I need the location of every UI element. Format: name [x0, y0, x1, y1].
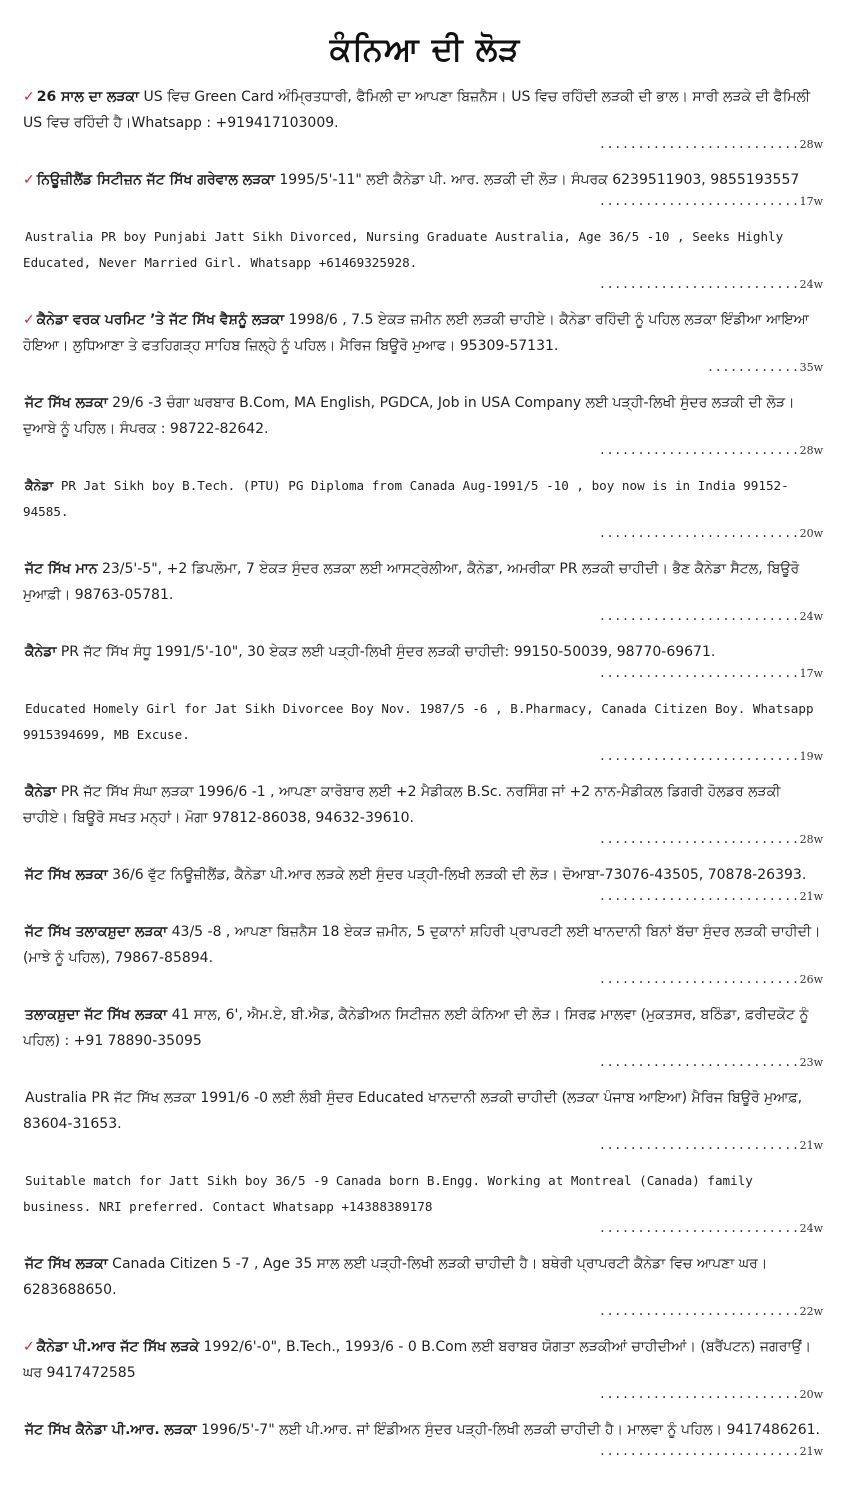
classified-ad	[23, 390, 823, 473]
ad-code-line	[23, 746, 823, 767]
ad-text	[23, 224, 823, 276]
ad-code-line	[23, 1441, 823, 1462]
classified-ad	[23, 1417, 823, 1474]
ad-lead: 26 ਸਾਲ ਦਾ ਲੜਕਾ	[36, 89, 140, 105]
classified-ad	[23, 1168, 823, 1251]
ad-lead: ਕੈਨੇਡਾ ਵਰਕ ਪਰਮਿਟ ’ਤੇ ਜੱਟ ਸਿੱਖ ਵੈਸ਼ਨੂੰ ਲੜਕਾ	[36, 312, 285, 328]
ad-lead: ਜੱਟ ਸਿੱਖ ਕੈਨੇਡਾ ਪੀ.ਆਰ. ਲੜਕਾ	[25, 1422, 197, 1438]
ad-body: PR ਜੱਟ ਸਿੱਖ ਸੰਘਾ ਲੜਕਾ 1996/6 -1 , ਆਪਣਾ ਕਾਰੋਬਾਰ ਲਈ +2 ਮੈਡੀਕਲ B.Sc. ਨਰਸਿੰਗ ਜਾਂ +2 ਨਾਨ-ਮੈਡੀਕਲ ਡਿਗਰੀ ਹੋਲਡਰ ਲੜਕੀ ਚਾਹੀਏ। ਬਿਊਰੋ ਸਖਤ ਮਨ੍ਹਾਂ। ਮੋਗਾ 97812-86038, 94632-39610.	[23, 784, 781, 826]
ad-body: Australia PR boy Punjabi Jatt Sikh Divorced, Nursing Graduate Australia, Age 36/5 -10 , Seeks Highly Educated, Never Married Girl. Whatsapp +61469325928.	[23, 229, 784, 270]
leader-dots: ..........................	[598, 1304, 800, 1318]
ad-code: 24w	[799, 610, 823, 623]
ad-body: 1998/6 , 7.5 ਏਕੜ ਜ਼ਮੀਨ ਲਈ ਲੜਕੀ ਚਾਹੀਏ। ਕੈਨੇਡਾ ਰਹਿੰਦੀ ਨੂੰ ਪਹਿਲ ਲੜਕਾ ਇੰਡੀਆ ਆਇਆ ਹੋਇਆ। ਲੁਧਿਆਣਾ ਤੇ ਫਤਹਿਗੜ੍ਹ ਸਾਹਿਬ ਜ਼ਿਲ੍ਹੇ ਨੂੰ ਪਹਿਲ। ਮੈਰਿਜ ਬਿਊਰੋ ਮੁਆਫ। 95309-57131.	[23, 312, 809, 354]
ad-code-line	[23, 1052, 823, 1073]
ad-lead: ਕੈਨੇਡਾ	[25, 478, 54, 493]
ad-body: 1996/5'-7" ਲਈ ਪੀ.ਆਰ. ਜਾਂ ਇੰਡੀਅਨ ਸੁੰਦਰ ਪੜ੍ਹੀ-ਲਿਖੀ ਲੜਕੀ ਚਾਹੀਦੀ ਹੈ। ਮਾਲਵਾ ਨੂੰ ਪਹਿਲ। 9417486261.	[196, 1422, 820, 1438]
classified-ad	[23, 919, 823, 1002]
ad-body: PR ਜੱਟ ਸਿੱਖ ਸੰਧੂ 1991/5'-10", 30 ਏਕੜ ਲਈ ਪੜ੍ਹੀ-ਲਿਖੀ ਸੁੰਦਰ ਲੜਕੀ ਚਾਹੀਦੀ: 99150-50039, 98770-69671.	[56, 644, 716, 660]
ad-body: US ਵਿਚ Green Card ਅੰਮ੍ਰਿਤਧਾਰੀ, ਫੈਮਿਲੀ ਦਾ ਆਪਣਾ ਬਿਜ਼ਨੈਸ। US ਵਿਚ ਰਹਿੰਦੀ ਲੜਕੀ ਦੀ ਭਾਲ। ਸਾਰੀ ਲੜਕੇ ਦੀ ਫੈਮਿਲੀ US ਵਿਚ ਰਹਿੰਦੀ ਹੈ।Whatsapp : +919417103009.	[23, 89, 811, 131]
ad-code: 19w	[799, 750, 823, 763]
ad-body: Educated Homely Girl for Jat Sikh Divorcee Boy Nov. 1987/5 -6 , B.Pharmacy, Canada Citizen Boy. Whatsapp 9915394699, MB Excuse.	[23, 701, 814, 742]
ad-text	[23, 1085, 823, 1137]
ad-body: 23/5'-5", +2 ਡਿਪਲੋਮਾ, 7 ਏਕੜ ਸੁੰਦਰ ਲੜਕਾ ਲਈ ਆਸਟ੍ਰੇਲੀਆ, ਕੈਨੇਡਾ, ਅਮਰੀਕਾ PR ਲੜਕੀ ਚਾਹੀਦੀ। ਭੈਣ ਕੈਨੇਡਾ ਸੈਟਲ, ਬਿਊਰੋ ਮੁਆਫ਼ੀ। 98763-05781.	[23, 561, 800, 603]
ad-text	[23, 1334, 823, 1386]
ad-body: PR Jat Sikh boy B.Tech. (PTU) PG Diploma from Canada Aug-1991/5 -10 , boy now is in India 99152-94585.	[23, 478, 789, 519]
leader-dots: ..........................	[598, 137, 800, 151]
ad-code: 21w	[799, 890, 823, 903]
ad-body: 43/5 -8 , ਆਪਣਾ ਬਿਜ਼ਨੈਸ 18 ਏਕੜ ਜ਼ਮੀਨ, 5 ਦੁਕਾਨਾਂ ਸ਼ਹਿਰੀ ਪ੍ਰਾਪਰਟੀ ਲਈ ਖਾਨਦਾਨੀ ਬਿਨਾਂ ਬੱਚਾ ਸੁੰਦਰ ਲੜਕੀ ਚਾਹੀਦੀ।(ਮਾਝੇ ਨੂੰ ਪਹਿਲ), 79867-85894.	[23, 924, 821, 966]
leader-dots: ..........................	[598, 889, 800, 903]
checkmark-icon: ✓	[23, 172, 35, 188]
ad-body: Suitable match for Jatt Sikh boy 36/5 -9 Canada born B.Engg. Working at Montreal (Canada) family business. NRI preferred. Contact Whatsapp +14388389178	[23, 1173, 753, 1214]
ad-code-line	[23, 357, 823, 378]
ad-body: 29/6 -3 ਚੰਗਾ ਘਰਬਾਰ B.Com, MA English, PGDCA, Job in USA Company ਲਈ ਪੜ੍ਹੀ-ਲਿਖੀ ਸੁੰਦਰ ਲੜਕੀ ਦੀ ਲੋੜ। ਦੁਆਬੇ ਨੂੰ ਪਹਿਲ। ਸੰਪਰਕ : 98722-82642.	[23, 395, 795, 437]
ad-code: 28w	[799, 138, 823, 151]
ad-body: Canada Citizen 5 -7 , Age 35 ਸਾਲ ਲਈ ਪੜ੍ਹੀ-ਲਿਖੀ ਲੜਕੀ ਚਾਹੀਦੀ ਹੈ। ਬਥੇਰੀ ਪ੍ਰਾਪਰਟੀ ਕੈਨੇਡਾ ਵਿਚ ਆਪਣਾ ਘਰ। 6283688650.	[23, 1256, 768, 1298]
classified-ad	[23, 167, 823, 224]
checkmark-icon: ✓	[23, 1339, 35, 1355]
ad-lead: ਜੱਟ ਸਿੱਖ ਲੜਕਾ	[25, 395, 108, 411]
ad-code: 24w	[799, 278, 823, 291]
ad-text	[23, 1002, 823, 1054]
ad-text	[23, 862, 823, 888]
leader-dots: ..........................	[598, 1387, 800, 1401]
classified-ad	[23, 1002, 823, 1085]
leader-dots: ..........................	[598, 972, 800, 986]
leader-dots: ..........................	[598, 1221, 800, 1235]
ad-code: 28w	[799, 833, 823, 846]
classified-ads-list	[23, 84, 823, 1474]
ad-lead: ਤਲਾਕਸ਼ੁਦਾ ਜੱਟ ਸਿੱਖ ਲੜਕਾ	[25, 1007, 168, 1023]
ad-code: 23w	[799, 1056, 823, 1069]
ad-code-line	[23, 886, 823, 907]
leader-dots: ..........................	[598, 749, 800, 763]
leader-dots: ..........................	[598, 1055, 800, 1069]
ad-code-line	[23, 440, 823, 461]
leader-dots: ..........................	[598, 443, 800, 457]
ad-code-line	[23, 969, 823, 990]
ad-code: 22w	[799, 1305, 823, 1318]
leader-dots: ..........................	[598, 832, 800, 846]
ad-body: 36/6 ਵੁੱਟ ਨਿਊਜ਼ੀਲੈਂਡ, ਕੈਨੇਡਾ ਪੀ.ਆਰ ਲੜਕੇ ਲਈ ਸੁੰਦਰ ਪੜ੍ਹੀ-ਲਿਖੀ ਲੜਕੀ ਦੀ ਲੋੜ। ਦੋਆਬਾ-73076-43505, 70878-26393.	[107, 867, 807, 883]
ad-code: 20w	[799, 527, 823, 540]
leader-dots: ..........................	[598, 1444, 800, 1458]
checkmark-icon: ✓	[23, 312, 35, 328]
ad-code-line	[23, 191, 823, 212]
ad-code-line	[23, 829, 823, 850]
classified-ad	[23, 1085, 823, 1168]
leader-dots: ..........................	[598, 609, 800, 623]
ad-text	[23, 473, 823, 525]
ad-text	[23, 556, 823, 608]
ad-code: 35w	[799, 361, 823, 374]
ad-text	[23, 779, 823, 831]
ad-lead: ਨਿਊਜ਼ੀਲੈਂਡ ਸਿਟੀਜ਼ਨ ਜੱਟ ਸਿੱਖ ਗਰੇਵਾਲ ਲੜਕਾ	[36, 172, 275, 188]
ad-text	[23, 390, 823, 442]
ad-code: 20w	[799, 1388, 823, 1401]
ad-code-line	[23, 274, 823, 295]
leader-dots: ..........................	[598, 194, 800, 208]
ad-lead: ਕੈਨੇਡਾ	[25, 784, 57, 800]
classified-ad	[23, 696, 823, 779]
ad-text	[23, 919, 823, 971]
classified-ad	[23, 862, 823, 919]
ad-text	[23, 1417, 823, 1443]
ad-lead: ਜੱਟ ਸਿੱਖ ਲੜਕਾ	[25, 867, 108, 883]
ad-code-line	[23, 663, 823, 684]
ad-body: Australia PR ਜੱਟ ਸਿੱਖ ਲੜਕਾ 1991/6 -0 ਲਈ ਲੰਬੀ ਸੁੰਦਰ Educated ਖਾਨਦਾਨੀ ਲੜਕੀ ਚਾਹੀਦੀ (ਲੜਕਾ ਪੰਜਾਬ ਆਇਆ) ਮੈਰਿਜ ਬਿਊਰੋ ਮੁਆਫ਼, 83604-31653.	[23, 1090, 803, 1132]
ad-lead: ਕੈਨੇਡਾ ਪੀ.ਆਰ ਜੱਟ ਸਿੱਖ ਲੜਕੇ	[36, 1339, 200, 1355]
ad-code-line	[23, 606, 823, 627]
ad-body: 1995/5'-11" ਲਈ ਕੈਨੇਡਾ ਪੀ. ਆਰ. ਲੜਕੀ ਦੀ ਲੋੜ। ਸੰਪਰਕ 6239511903, 9855193557	[274, 172, 800, 188]
leader-dots: ..........................	[598, 666, 800, 680]
ad-text	[23, 639, 823, 665]
page-title: ਕੰਨਿਆ ਦੀ ਲੋੜ	[329, 30, 521, 68]
leader-dots: ............	[706, 360, 800, 374]
ad-code-line	[23, 134, 823, 155]
ad-code: 21w	[799, 1445, 823, 1458]
leader-dots: ..........................	[598, 1138, 800, 1152]
ad-lead: ਜੱਟ ਸਿੱਖ ਤਲਾਕਸ਼ੁਦਾ ਲੜਕਾ	[25, 924, 168, 940]
ad-code: 21w	[799, 1139, 823, 1152]
ad-lead: ਜੱਟ ਸਿੱਖ ਮਾਨ	[25, 561, 98, 577]
classified-ad	[23, 224, 823, 307]
ad-text	[23, 1168, 823, 1220]
ad-text	[23, 307, 823, 359]
ad-code-line	[23, 523, 823, 544]
leader-dots: ..........................	[598, 277, 800, 291]
ad-code-line	[23, 1218, 823, 1239]
ad-body: 1992/6'-0", B.Tech., 1993/6 - 0 B.Com ਲਈ ਬਰਾਬਰ ਯੋਗਤਾ ਲੜਕੀਆਂ ਚਾਹੀਦੀਆਂ। (ਬਰੈਂਪਟਨ) ਜਗਰਾਉਂ। ਘਰ 9417472585	[23, 1339, 812, 1381]
ad-lead: ਜੱਟ ਸਿੱਖ ਲੜਕਾ	[25, 1256, 108, 1272]
ad-lead: ਕੈਨੇਡਾ	[25, 644, 57, 660]
classified-ad	[23, 779, 823, 862]
classified-ad	[23, 84, 823, 167]
ad-code: 28w	[799, 444, 823, 457]
classified-ad	[23, 307, 823, 390]
checkmark-icon: ✓	[23, 89, 35, 105]
classified-ad	[23, 1334, 823, 1417]
ad-code-line	[23, 1301, 823, 1322]
ad-code-line	[23, 1384, 823, 1405]
classified-ad	[23, 639, 823, 696]
ad-text	[23, 167, 823, 193]
ad-text	[23, 84, 823, 136]
classified-ad	[23, 1251, 823, 1334]
ad-code: 26w	[799, 973, 823, 986]
ad-code: 24w	[799, 1222, 823, 1235]
ad-code: 17w	[799, 195, 823, 208]
ad-code-line	[23, 1135, 823, 1156]
ad-text	[23, 1251, 823, 1303]
ad-code: 17w	[799, 667, 823, 680]
classified-ad	[23, 473, 823, 556]
ad-text	[23, 696, 823, 748]
leader-dots: ..........................	[598, 526, 800, 540]
ad-body: 41 ਸਾਲ, 6', ਐਮ.ਏ, ਬੀ.ਐਡ, ਕੈਨੇਡੀਅਨ ਸਿਟੀਜ਼ਨ ਲਈ ਕੰਨਿਆ ਦੀ ਲੋੜ। ਸਿਰਫ਼ ਮਾਲਵਾ (ਮੁਕਤਸਰ, ਬਠਿੰਡਾ, ਫ਼ਰੀਦਕੋਟ ਨੂੰ ਪਹਿਲ) : +91 78890-35095	[23, 1007, 809, 1049]
classified-ad	[23, 556, 823, 639]
